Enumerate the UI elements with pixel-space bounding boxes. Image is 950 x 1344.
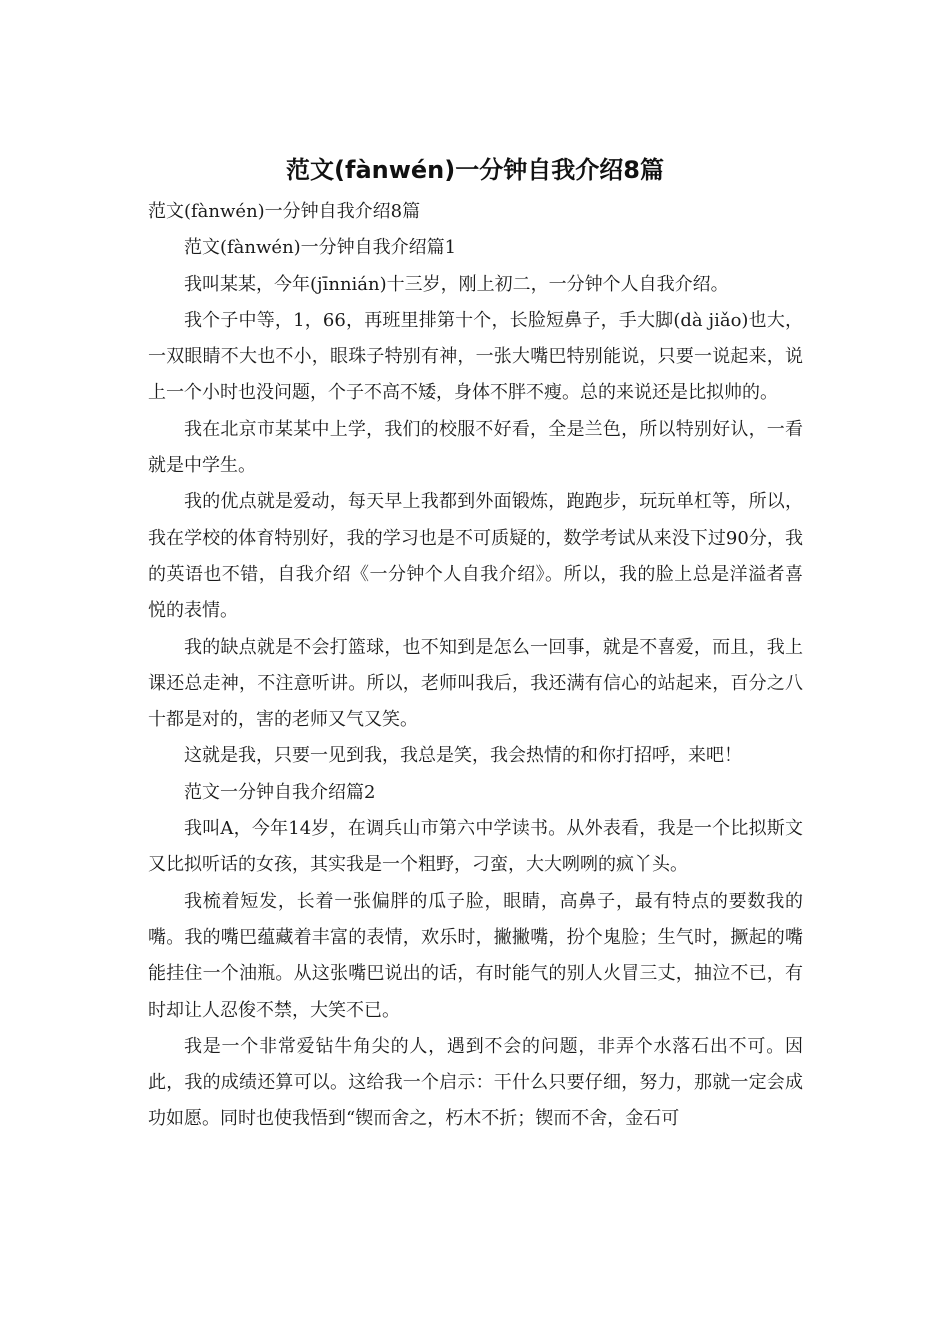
paragraph: 我叫某某，今年(jīnnián)十三岁，刚上初二，一分钟个人自我介绍。 <box>184 273 729 295</box>
subtitle-line: 范文(fànwén)一分钟自我介绍8篇 <box>148 201 421 222</box>
section-heading-1: 范文(fànwén)一分钟自我介绍篇1 <box>184 237 457 259</box>
document-body <box>148 194 803 1138</box>
paragraph: 我梳着短发，长着一张偏胖的瓜子脸，眼睛，高鼻子，最有特点的要数我的嘴。我的嘴巴蕴藏着丰富的表情，欢乐时，撇撇嘴，扮个鬼脸；生气时，撅起的嘴能挂住一个油瓶。从这张嘴巴说出的话，有时能气的别人火冒三丈，抽泣不已，有时却让人忍俊不禁，大笑不已。 <box>148 890 803 1021</box>
paragraph: 我个子中等，1，66，再班里排第十个，长脸短鼻子，手大脚(dà jiǎo)也大，一双眼睛不大也不小，眼珠子特别有神，一张大嘴巴特别能说，只要一说起来，说上一个小时也没问题，个子不高不矮，身体不胖不瘦。总的来说还是比拟帅的。 <box>148 309 803 404</box>
paragraph: 我是一个非常爱钻牛角尖的人，遇到不会的问题，非弄个水落石出不可。因此，我的成绩还算可以。这给我一个启示：干什么只要仔细，努力，那就一定会成功如愿。同时也使我悟到“锲而舍之，朽木不折；锲而不舍，金石可 <box>148 1035 803 1130</box>
paragraph: 我叫A，今年14岁，在调兵山市第六中学读书。从外表看，我是一个比拟斯文又比拟听话的女孩，其实我是一个粗野，刁蛮，大大咧咧的疯丫头。 <box>148 818 803 876</box>
paragraph: 我在北京市某某中上学，我们的校服不好看，全是兰色，所以特别好认，一看就是中学生。 <box>148 418 803 477</box>
paragraph: 我的优点就是爱动，每天早上我都到外面锻炼，跑跑步，玩玩单杠等，所以，我在学校的体育特别好，我的学习也是不可质疑的，数学考试从来没下过90分，我的英语也不错，自我介绍《一分钟个人自我介绍》。所以，我的脸上总是洋溢者喜悦的表情。 <box>148 491 803 622</box>
document-title: 范文(fànwén)一分钟自我介绍8篇 <box>286 156 664 184</box>
paragraph: 我的缺点就是不会打篮球，也不知到是怎么一回事，就是不喜爱，而且，我上课还总走神，不注意听讲。所以，老师叫我后，我还满有信心的站起来，百分之八十都是对的，害的老师又气又笑。 <box>148 636 803 731</box>
paragraph: 这就是我，只要一见到我，我总是笑，我会热情的和你打招呼，来吧！ <box>184 745 742 767</box>
section-heading-2: 范文一分钟自我介绍篇2 <box>184 781 376 803</box>
